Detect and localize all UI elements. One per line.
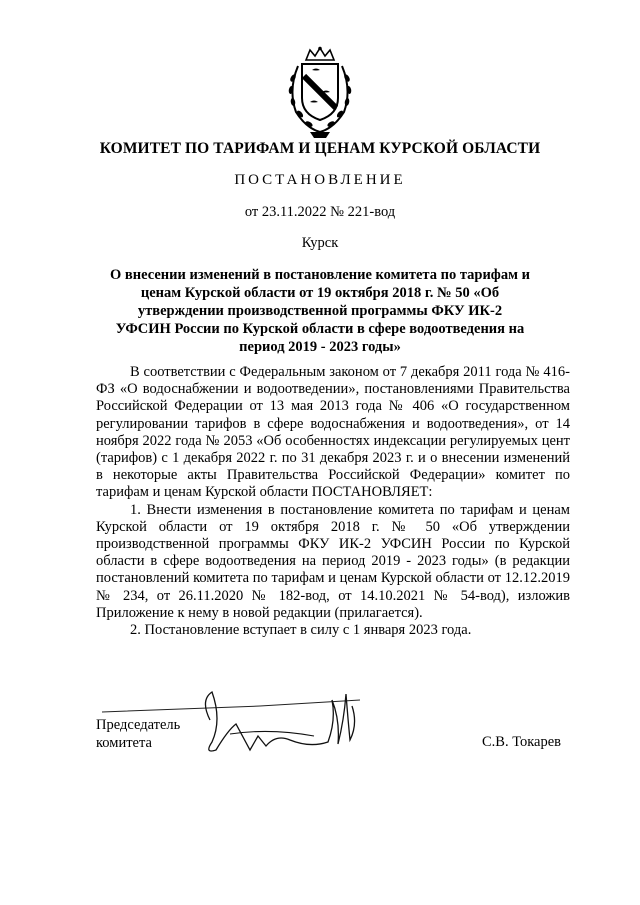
signer-name: С.В. Токарев (482, 734, 562, 750)
preamble-paragraph: В соответствии с Федеральным законом от 7 декабря 2011 года № 416-ФЗ «О водоснабжении и водоотведении», постановлениями Правительства Российской Федерации от 13 мая 2013 года № 406 «О государственном регулировании тарифов в сфере водоснабжения и водоотведения», от 14 ноября 2022 года № 2053 «Об особенностях индексации регулируемых цент (тарифов) с 1 декабря 2022 г. по 31 декабря 2023 г. и о внесении изменений в некоторые акты Правительства Российской Федерации» комитет по тарифам и ценам Курской области ПОСТАНОВЛЯЕТ: (96, 364, 570, 501)
document-body (96, 364, 570, 639)
item-1-paragraph: 1. Внести изменения в постановление комитета по тарифам и ценам Курской области от 19 октября 2018 г. № 50 «Об утверждении производственной программы ФКУ ИК-2 УФСИН России по Курской области в сфере водоотведения на период 2019 - 2023 годы» (в редакции постановлений комитета по тарифам и ценам Курской области от 12.12.2019 № 234, от 26.11.2020 № 182-вод, от 14.10.2021 № 54-вод), изложив Приложение к нему в новой редакции (прилагается). (96, 501, 570, 621)
document-type: ПОСТАНОВЛЕНИЕ (234, 172, 406, 188)
coat-of-arms-icon (282, 46, 358, 142)
item-2-paragraph: 2. Постановление вступает в силу с 1 января 2023 года. (130, 622, 472, 639)
committee-name: КОМИТЕТ ПО ТАРИФАМ И ЦЕНАМ КУРСКОЙ ОБЛАСТИ (99, 140, 541, 157)
document-title: О внесении изменений в постановление комитета по тарифам и ценам Курской области от 19 октября 2018 г. № 50 «Об утверждении производственной программы ФКУ ИК-2 УФСИН России по Курской области в сфере водоотведения на период 2019 - 2023 годы» (110, 267, 530, 355)
signer-role-line-1: Председатель (96, 717, 181, 733)
signer-role-line-2: комитета (96, 735, 152, 751)
city: Курск (301, 235, 339, 251)
date-number: от 23.11.2022 № 221-вод (244, 204, 396, 220)
signer-role (96, 716, 180, 752)
